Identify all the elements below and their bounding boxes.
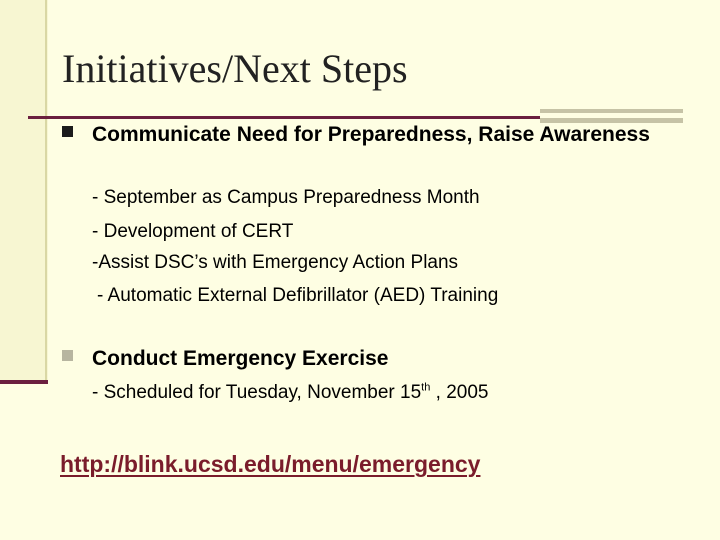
exercise-date-prefix: - Scheduled for Tuesday, November 15 xyxy=(92,382,422,403)
subitem-emergency-action-plans: -Assist DSC’s with Emergency Action Plans xyxy=(92,252,459,273)
bullet-text: Communicate Need for Preparedness, Raise Awareness xyxy=(92,123,650,146)
exercise-date-superscript: th xyxy=(421,381,431,394)
subitem-preparedness-month: - September as Campus Preparedness Month xyxy=(92,187,480,208)
square-bullet-icon xyxy=(62,126,73,137)
slide-title: Initiatives/Next Steps xyxy=(62,46,408,91)
bullet-text: Conduct Emergency Exercise xyxy=(92,347,389,370)
title-underline xyxy=(28,116,540,119)
left-bar-accent xyxy=(0,380,48,384)
left-bar-rule xyxy=(45,0,47,384)
left-decorative-bar xyxy=(0,0,48,384)
bullet-emergency-exercise xyxy=(62,345,652,373)
subitem-cert: - Development of CERT xyxy=(92,221,294,242)
title-underline-accent-top xyxy=(540,109,683,113)
subitem-exercise-date xyxy=(92,381,488,405)
subitem-aed-training: - Automatic External Defibrillator (AED) Training xyxy=(97,285,499,306)
square-bullet-icon xyxy=(62,350,73,361)
emergency-link[interactable]: http://blink.ucsd.edu/menu/emergency xyxy=(60,451,481,477)
bullet-communicate xyxy=(62,121,652,149)
exercise-date-suffix: , 2005 xyxy=(430,382,489,403)
